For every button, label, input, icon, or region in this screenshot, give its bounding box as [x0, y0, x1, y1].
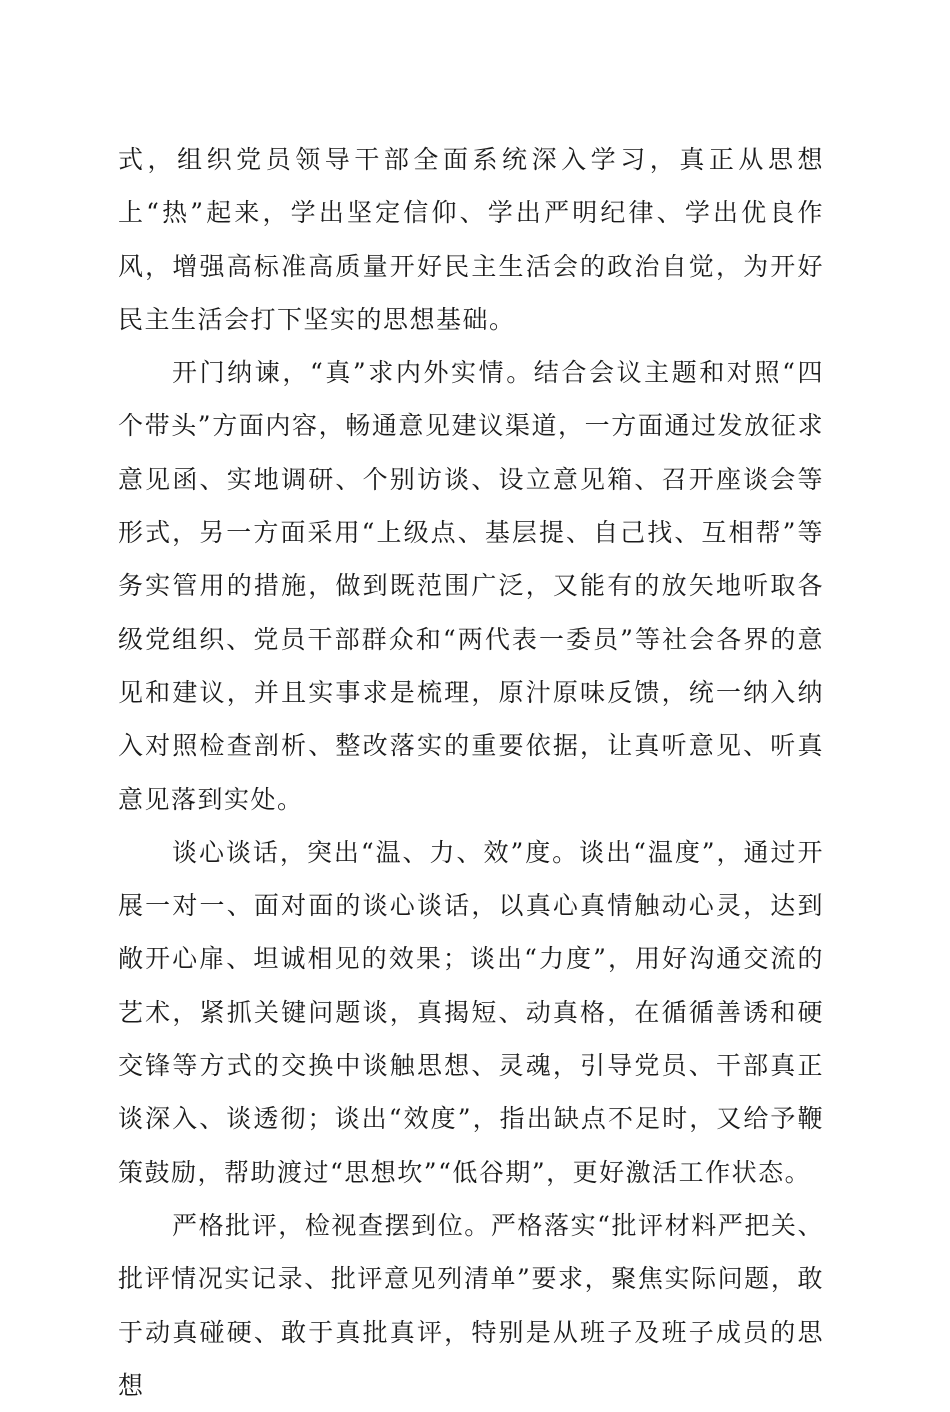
paragraph-3: 谈心谈话，突出“温、力、效”度。谈出“温度”，通过开展一对一、面对面的谈心谈话，以真心真情触动心灵，达到敞开心扉、坦诚相见的效果；谈出“力度”，用好沟通交流的艺术，紧抓关键问题谈，真揭短、动真格，在循循善诱和硬交锋等方式的交换中谈触思想、灵魂，引导党员、干部真正谈深入、谈透彻；谈出“效度”，指出缺点不足时，又给予鞭策鼓励，帮助渡过“思想坎”“低谷期”，更好激活工作状态。 [118, 837, 824, 1187]
paragraph-2: 开门纳谏，“真”求内外实情。结合会议主题和对照“四个带头”方面内容，畅通意见建议渠道，一方面通过发放征求意见函、实地调研、个别访谈、设立意见箱、召开座谈会等形式，另一方面采用“上级点、基层提、自己找、互相帮”等务实管用的措施，做到既范围广泛，又能有的放矢地听取各级党组织、党员干部群众和“两代表一委员”等社会各界的意见和建议，并且实事求是梳理，原汁原味反馈，统一纳入纳入对照检查剖析、整改落实的重要依据，让真听意见、听真意见落到实处。 [118, 358, 824, 814]
paragraph-4: 严格批评，检视查摆到位。严格落实“批评材料严把关、批评情况实记录、批评意见列清单”要求，聚焦实际问题，敢于动真碰硬、敢于真批真评，特别是从班子及班子成员的思想 [118, 1210, 824, 1400]
document-body [118, 133, 824, 1412]
paragraph-1: 式，组织党员领导干部全面系统深入学习，真正从思想上“热”起来，学出坚定信仰、学出严明纪律、学出优良作风，增强高标准高质量开好民主生活会的政治自觉，为开好民主生活会打下坚实的思想基础。 [118, 145, 824, 334]
